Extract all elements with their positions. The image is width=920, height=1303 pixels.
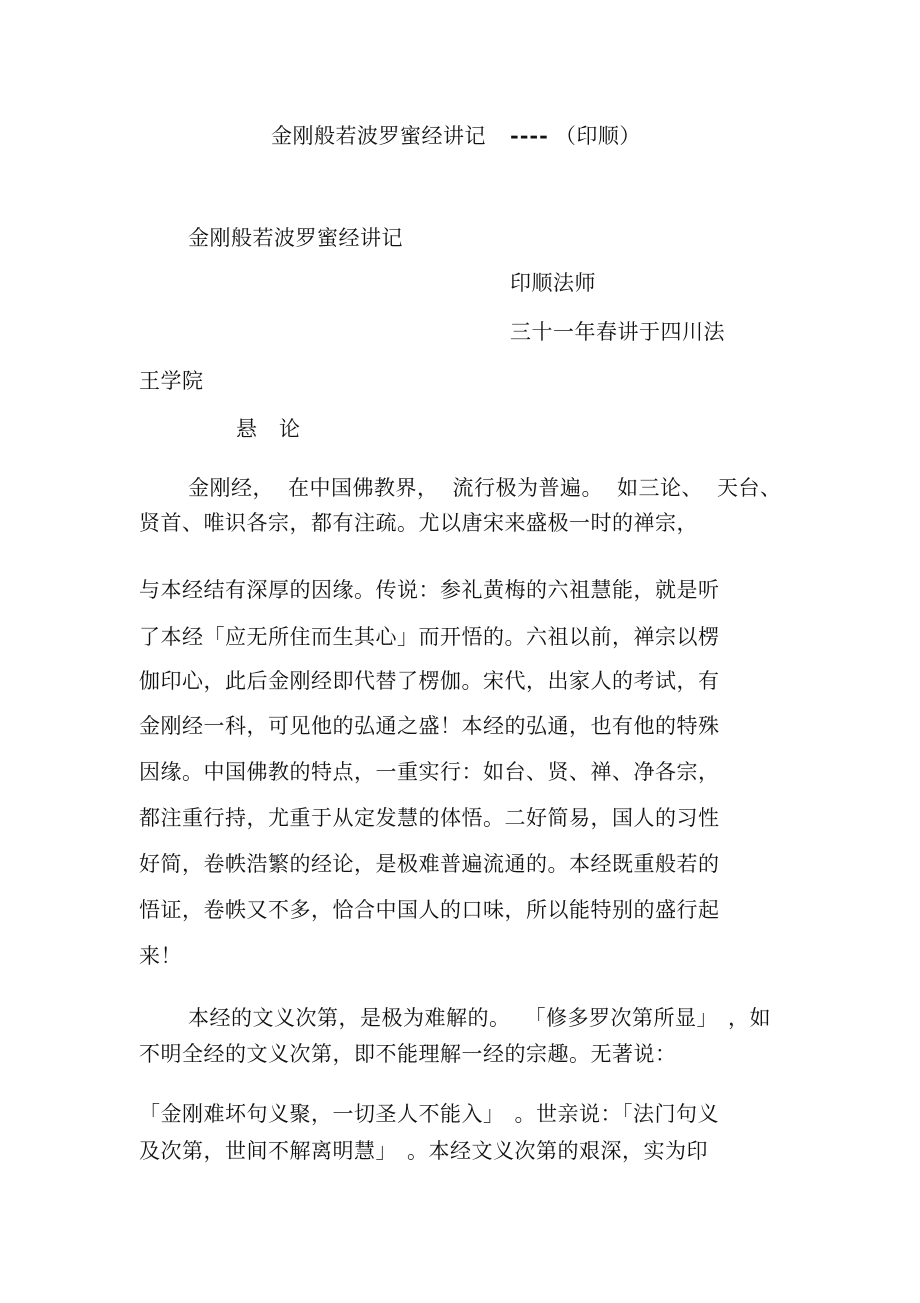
author: 印顺法师	[510, 271, 596, 295]
paragraph-1-line-2: 贤首、唯识各宗，都有注疏。尤以唐宋来盛极一时的禅宗，	[139, 511, 698, 535]
paragraph-1-line-7: 因缘。中国佛教的特点，一重实行：如台、贤、禅、净各宗，	[139, 760, 720, 784]
heading: 金刚般若波罗蜜经讲记	[188, 226, 403, 250]
section-title: 悬 论	[236, 417, 301, 441]
paragraph-1-line-10: 悟证，卷帙又不多，恰合中国人的口味，所以能特别的盛行起	[139, 898, 720, 922]
paragraph-1-line-5: 伽印心，此后金刚经即代替了楞伽。宋代，出家人的考试，有	[139, 669, 720, 693]
paragraph-2-line-1	[188, 1003, 771, 1033]
lecture-info-line-2: 王学院	[139, 369, 204, 393]
title-dash: ----	[510, 123, 549, 148]
paragraph-1-line-11: 来！	[139, 944, 182, 968]
paragraph-1-line-3: 与本经结有深厚的因缘。传说：参礼黄梅的六祖慧能，就是听	[139, 578, 720, 602]
lecture-info-line-1: 三十一年春讲于四川法	[510, 320, 725, 344]
p2-l3-segment: 。世亲说：「法门句义	[514, 1102, 719, 1126]
paragraph-1-line-6: 金刚经一科，可见他的弘通之盛！本经的弘通，也有他的特殊	[139, 714, 720, 738]
p1-l1-segment: 天台、	[717, 476, 782, 500]
paragraph-1-line-8: 都注重行持，尤重于从定发慧的体悟。二好简易，国人的习性	[139, 806, 720, 830]
paragraph-1-line-1	[188, 473, 782, 503]
p1-l1-segment: 金刚经，	[188, 476, 274, 500]
p1-l1-segment: 如三论、	[617, 476, 703, 500]
title-main: 金刚般若波罗蜜经讲记	[271, 124, 486, 148]
p2-l1-segment: 「修多罗次第所显」	[524, 1006, 718, 1030]
p2-l1-segment: 本经的文义次第，是极为难解的。	[188, 1006, 511, 1030]
p2-l3-segment: 「金刚难坏句义聚，一切圣人不能入」	[139, 1102, 505, 1126]
p2-l4-segment: 及次第，世间不解离明慧」	[139, 1139, 397, 1163]
p2-l4-segment: 。本经文义次第的艰深，实为印	[407, 1139, 708, 1163]
p1-l1-segment: 流行极为普遍。	[452, 476, 603, 500]
paragraph-2-line-2: 不明全经的文义次第，即不能理解一经的宗趣。无著说：	[139, 1042, 677, 1066]
paragraph-1-line-4: 了本经「应无所住而生其心」而开悟的。六祖以前，禅宗以楞	[139, 625, 720, 649]
paragraph-2-line-3	[139, 1099, 719, 1129]
p2-l1-segment: ，如	[728, 1006, 771, 1030]
paragraph-1-line-9: 好简，卷帙浩繁的经论，是极难普遍流通的。本经既重般若的	[139, 852, 720, 876]
title-author: （印顺）	[554, 124, 641, 148]
paragraph-2-line-4	[139, 1136, 708, 1166]
p1-l1-segment: 在中国佛教界，	[288, 476, 439, 500]
document-title	[271, 121, 641, 151]
